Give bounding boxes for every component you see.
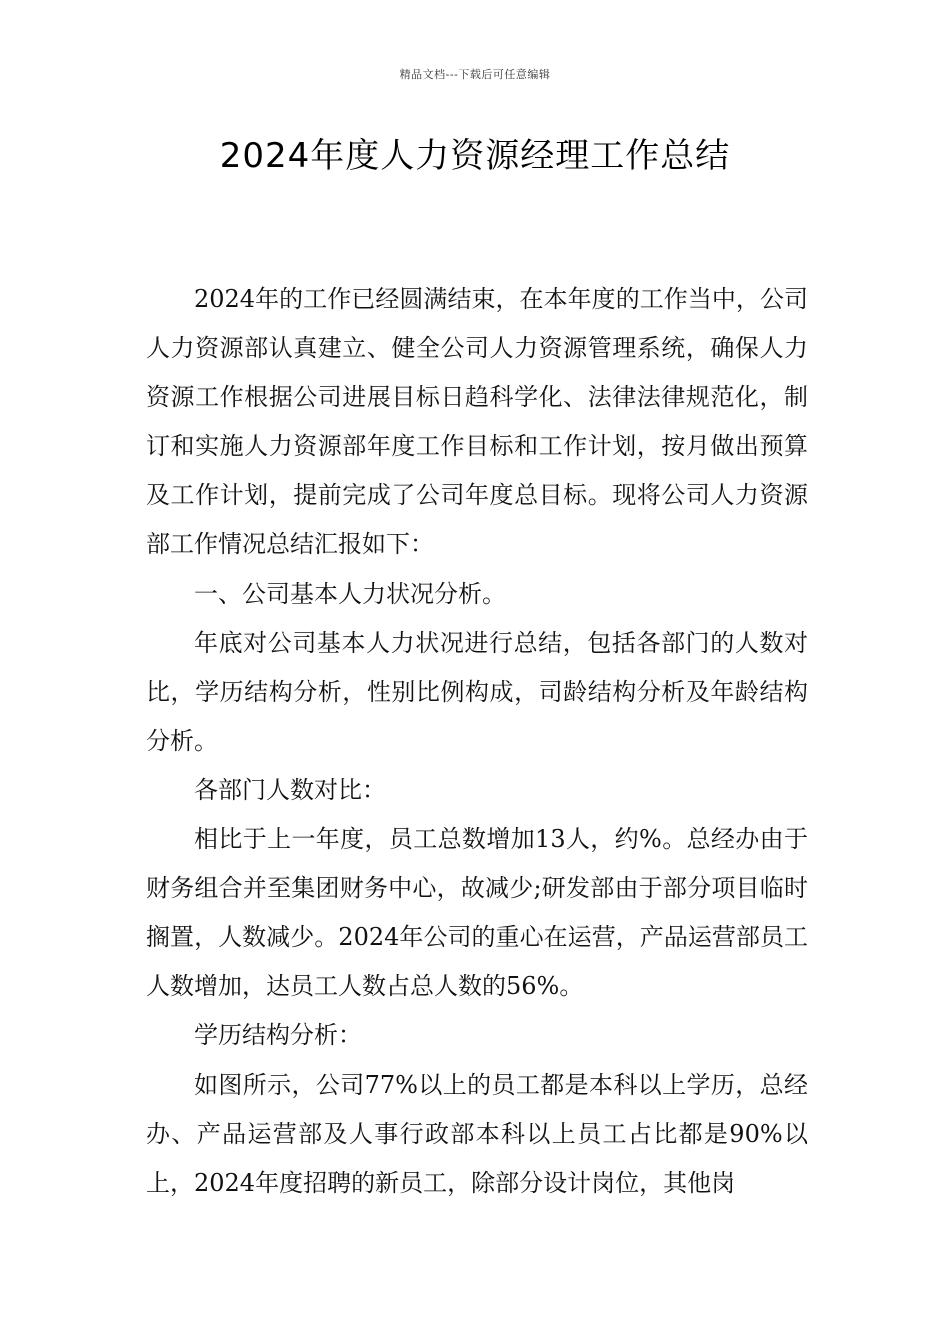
subheading-department-count: 各部门人数对比：: [194, 775, 386, 804]
document-title: 2024年度人力资源经理工作总结: [219, 136, 731, 176]
paragraph-intro: 2024年的工作已经圆满结束，在本年度的工作当中，公司人力资源部认真建立、健全公司人力资源管理系统，确保人力资源工作根据公司进展目标日趋科学化、法律法律规范化，制订和实施人力资源部年度工作目标和工作计划，按月做出预算及工作计划，提前完成了公司年度总目标。现将公司人力资源部工作情况总结汇报如下：: [146, 285, 808, 559]
section-heading: 一、公司基本人力状况分析。: [194, 579, 506, 608]
paragraph-summary: 年底对公司基本人力状况进行总结，包括各部门的人数对比，学历结构分析，性别比例构成，司龄结构分析及年龄结构分析。: [146, 628, 808, 755]
document-body: [146, 275, 808, 1208]
subheading-education: 学历结构分析：: [194, 1021, 362, 1050]
paragraph-education: 如图所示，公司77%以上的员工都是本科以上学历，总经办、产品运营部及人事行政部本科以上员工占比都是90%以上，2024年度招聘的新员工，除部分设计岗位，其他岗: [146, 1070, 808, 1197]
paragraph-department-count: 相比于上一年度，员工总数增加13人，约%。总经办由于财务组合并至集团财务中心，故减少;研发部由于部分项目临时搁置，人数减少。2024年公司的重心在运营，产品运营部员工人数增加，达员工人数占总人数的56%。: [146, 825, 808, 1001]
header-note: 精品文档---下载后可任意编辑: [399, 68, 551, 81]
